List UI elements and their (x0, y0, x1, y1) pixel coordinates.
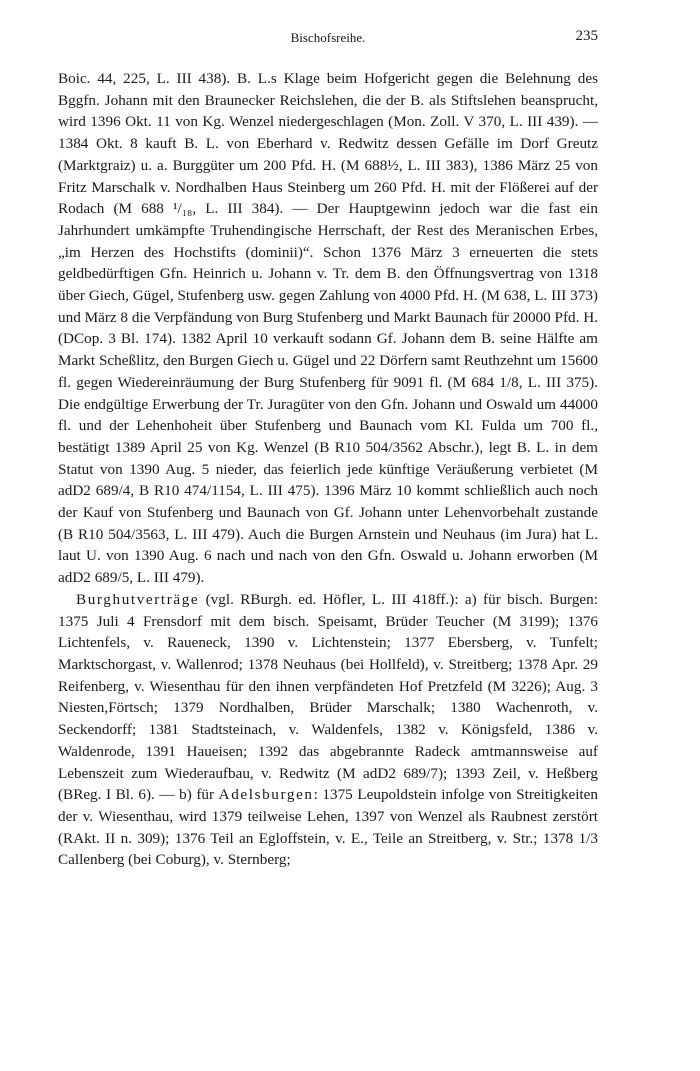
running-title: Bischofsreihe. (290, 30, 366, 45)
book-page (58, 30, 598, 871)
page-header (58, 30, 598, 52)
paragraph-text: (vgl. RBurgh. ed. Höfler, L. III 418ff.): a) für bisch. Burgen: 1375 Juli 4 Frensdorf mit dem bisch. Speisamt, Brüder Teucher (M 3199); 1376 Lichtenfels, v. Raueneck, 1390 v. Lichtenstein; 1377 Ebersberg, v. Tunfelt; Marktschorgast, v. Wallenrod; 1378 Neuhaus (bei Hollfeld), v. Streitberg; 1378 Apr. 29 Reifenberg, v. Wiesenthau für den ihnen verpfändeten Hof Pretzfeld (M 3226); Aug. 3 Niesten,Förtsch; 1379 Nordhalben, Brüder Marschalk; 1380 Wachenroth, v. Seckendorff; 1381 Stadtsteinach, v. Waldenfels, 1382 v. Königsfeld, 1386 v. Waldenrode, 1391 Haueisen; 1392 das abgebrannte Radeck amtmannsweise auf Lebenszeit zum Wiederaufbau, v. Redwitz (M adD2 689/7); 1393 Zeil, v. Heßberg (BReg. I Bl. 6). — b) für (58, 590, 598, 804)
paragraph-text-continued: : 1375 Leupoldstein infolge von Streitigkeiten der v. Wiesenthau, wird 1379 teilweise Lehen, 1397 von Wenzel als Raubnest zerstört (RAkt. II n. 309); 1376 Teil an Egloffstein, v. E., Teile an Streitberg, v. Str.; 1378 1/3 Callenberg (bei Coburg), v. Sternberg; (58, 786, 598, 869)
paragraph-truhendingen: Boic. 44, 225, L. III 438). B. L.s Klage beim Hofgericht gegen die Belehnung des Bggfn. Johann mit den Braunecker Reichslehen, die der B. als Stiftslehen beansprucht, wird 1396 Okt. 11 von Kg. Wenzel niedergeschlagen (Mon. Zoll. V 370, L. III 439). — 1384 Okt. 8 kauft B. L. von Eberhard v. Redwitz dessen Gefälle im Dorf Greutz (Marktgraiz) u. a. Burggüter um 200 Pfd. H. (M 688½, L. III 383), 1386 März 25 von Fritz Marschalk v. Nordhalben Haus Steinberg um 260 Pfd. H. mit der Flößerei auf der Rodach (M 688 ¹/₁₈, L. III 384). — Der Hauptgewinn jedoch war die fast ein Jahrhundert umkämpfte Truhendingische Herrschaft, der Rest des Meranischen Erbes, „im Herzen des Hochstifts (dominii)“. Schon 1376 März 3 erneuerten die stets geldbedürftigen Gfn. Heinrich u. Johann v. Tr. dem B. den Öffnungsvertrag von 1318 über Giech, Gügel, Stufenberg usw. gegen Zahlung von 4000 Pfd. H. (M 638, L. III 373) und März 8 die Verpfändung von Burg Stufenberg und Markt Baunach für 20000 Pfd. H. (DCop. 3 Bl. 174). 1382 April 10 verkauft sodann Gf. Johann dem B. seine Hälfte am Markt Scheßlitz, den Burgen Giech u. Gügel und 22 Dörfern samt Reuthzehnt um 15600 fl. gegen Wiedereinräumung der Burg Stufenberg für 9091 fl. (M 684 1/8, L. III 375). Die endgültige Erwerbung der Tr. Juragüter von den Gfn. Johann und Oswald um 44000 fl. und der Lehenhoheit über Stufenberg und Baunach vom Kl. Fulda um 700 fl., bestätigt 1389 April 25 von Kg. Wenzel (B R10 504/3562 Abschr.), legt B. L. in dem Statut von 1390 Aug. 5 nieder, das feierlich jede künftige Veräußerung verbietet (M adD2 689/4, B R10 474/1154, L. III 475). 1396 März 10 kommt schließlich auch noch der Kauf von Stufenberg und Baunach von Gf. Johann unter Lehenvorbehalt zustande (B R10 504/3563, L. III 479). Auch die Burgen Arnstein und Neuhaus (im Jura) hat L. laut U. von 1390 Aug. 6 nach und nach von den Gfn. Oswald u. Johann erworben (M adD2 689/5, L. III 479). (58, 70, 598, 587)
section-heading-adelsburgen: Adelsburgen (218, 786, 314, 804)
section-heading-burghutvertraege: Burghutverträge (76, 590, 200, 608)
paragraph-burghutvertraege (58, 589, 598, 871)
body-text (58, 68, 598, 871)
page-number: 235 (575, 28, 598, 44)
